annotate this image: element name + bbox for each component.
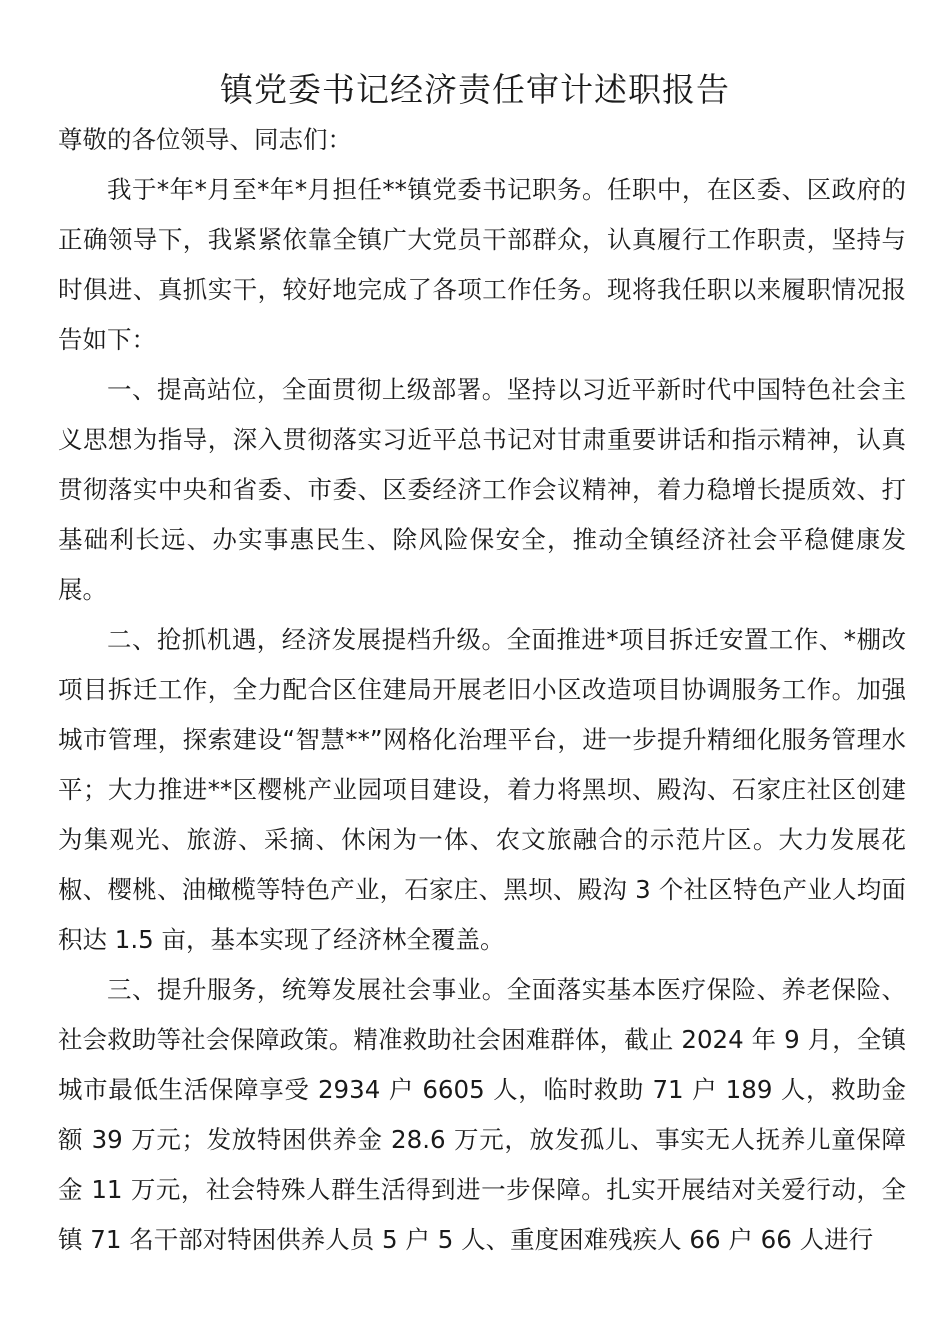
- paragraph-section-1: 一、提高站位，全面贯彻上级部署。坚持以习近平新时代中国特色社会主义思想为指导，深入贯彻落实习近平总书记对甘肃重要讲话和指示精神，认真贯彻落实中央和省委、市委、区委经济工作会议精神，着力稳增长提质效、打基础利长远、办实事惠民生、除风险保安全，推动全镇经济社会平稳健康发展。: [58, 375, 906, 604]
- salutation: 尊敬的各位领导、同志们：: [58, 125, 352, 154]
- paragraph-section-2: 二、抢抓机遇，经济发展提档升级。全面推进*项目拆迁安置工作、*棚改项目拆迁工作，全力配合区住建局开展老旧小区改造项目协调服务工作。加强城市管理，探索建设“智慧**”网格化治理平台，进一步提升精细化服务管理水平；大力推进**区樱桃产业园项目建设，着力将黑坝、殿沟、石家庄社区创建为集观光、旅游、采摘、休闲为一体、农文旅融合的示范片区。大力发展花椒、樱桃、油橄榄等特色产业，石家庄、黑坝、殿沟 3 个社区特色产业人均面积达 1.5 亩，基本实现了经济林全覆盖。: [58, 625, 906, 954]
- paragraph-section-3: 三、提升服务，统筹发展社会事业。全面落实基本医疗保险、养老保险、社会救助等社会保障政策。精准救助社会困难群体，截止 2024 年 9 月，全镇城市最低生活保障享受 2934 户 6605 人，临时救助 71 户 189 人，救助金额 39 万元；发放特困供养金 28.6 万元，放发孤儿、事实无人抚养儿童保障金 11 万元，社会特殊人群生活得到进一步保障。扎实开展结对关爱行动，全镇 71 名干部对特困供养人员 5 户 5 人、重度困难残疾人 66 户 66 人进行: [58, 975, 906, 1254]
- document-body: [58, 115, 906, 1265]
- paragraph-intro: 我于*年*月至*年*月担任**镇党委书记职务。任职中，在区委、区政府的正确领导下，我紧紧依靠全镇广大党员干部群众，认真履行工作职责，坚持与时俱进、真抓实干，较好地完成了各项工作任务。现将我任职以来履职情况报告如下：: [58, 175, 906, 354]
- document-title: 镇党委书记经济责任审计述职报告: [220, 70, 730, 109]
